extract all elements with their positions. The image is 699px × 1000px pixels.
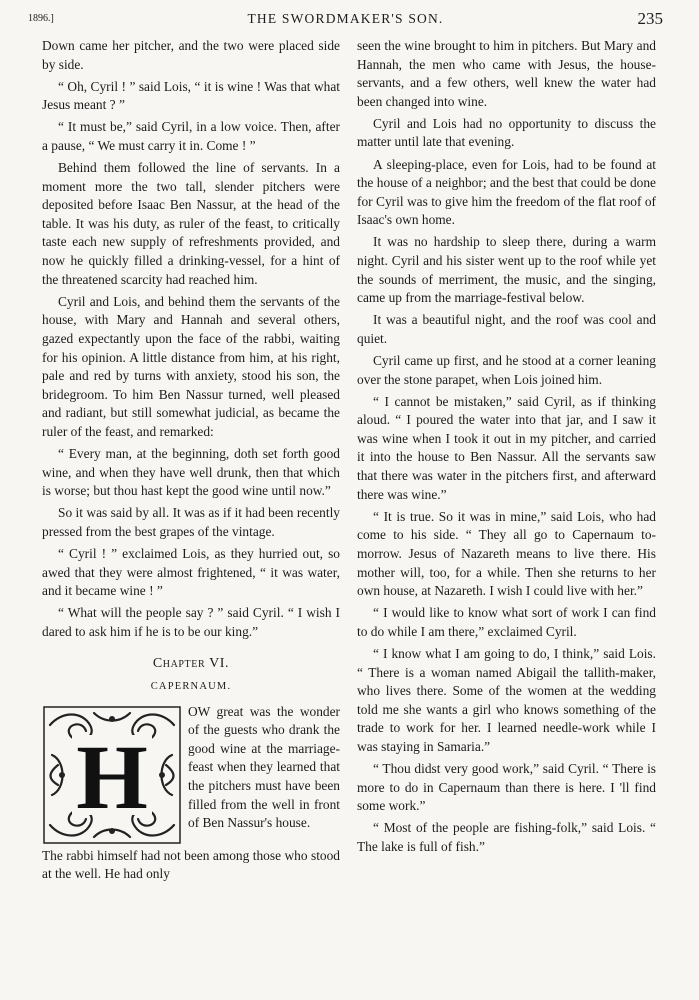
paragraph: “ I cannot be mistaken,” said Cyril, as if thinking aloud. “ I poured the water into that jar, and I saw it was wine when I took it out in my pitcher, and carried it into the house to Ben Nassur. All the servants saw that there was water in the pitchers first, and afterward there was wine.”	[357, 393, 656, 502]
paragraph: “ It is true. So it was in mine,” said Lois, who had come to his side. “ They all go to Capernaum to-morrow. Jesus of Nazareth means to live there. His mother will, too, for a while. Then she returns to her own house, at Nazareth. I wish I could live with her.”	[357, 508, 656, 599]
paragraph: “ I would like to know what sort of work I can find to do while I am there,” exclaimed Cyril.	[357, 605, 656, 639]
running-header	[28, 9, 663, 31]
paragraph: Cyril came up first, and he stood at a corner leaning over the stone parapet, when Lois joined him.	[357, 353, 656, 387]
paragraph: Cyril and Lois had no opportunity to discuss the matter until late that evening.	[357, 115, 656, 150]
ornamental-dropcap	[42, 705, 182, 845]
paragraph: “ What will the people say ? ” said Cyril. “ I wish I dared to ask him if he is to be our king.”	[42, 605, 340, 639]
dropcap-letter: H	[76, 725, 148, 828]
paragraph: “ Most of the people are fishing-folk,” said Lois. “ The lake is full of fish.”	[357, 820, 656, 854]
page-number: 235	[637, 9, 663, 28]
chapter-title: Chapter VI.	[152, 656, 230, 672]
right-column	[357, 37, 656, 860]
paragraph: “ Oh, Cyril ! ” said Lois, “ it is wine ! Was that what Jesus meant ? ”	[42, 78, 340, 113]
paragraph: So it was said by all. It was as if it had been recently pressed from the best grapes of the vintage.	[42, 505, 340, 539]
paragraph: “ It must be,” said Cyril, in a low voice. Then, after a pause, “ We must carry it in. Come ! ”	[42, 119, 340, 153]
paragraph: “ Every man, at the beginning, doth set forth good wine, and when they have well drunk, then that which is worse; but thou hast kept the good wine until now.”	[42, 445, 340, 499]
left-column	[42, 37, 340, 887]
running-title: THE SWORDMAKER'S SON.	[247, 11, 444, 26]
paragraph: “ I know what I am going to do, I think,” said Lois. “ There is a woman named Abigail the tallith-maker, who lives there. Some of the women at the wedding told me she wants a girl who knows something of the trade to work for her. I learned needle-work while I was staying in Samaria.”	[357, 645, 656, 754]
chapter-opening-paragraph: OW great was the wonder of the guests who drank the good wine at the marriage-feast when they learned that the pitchers must have been filled from the well in front of Ben Nassur's house.	[188, 703, 340, 831]
paragraph: It was no hardship to sleep there, during a warm night. Cyril and his sister went up to the roof while yet the sounds of merriment, the music, and the singing, came up from the marriage-festival below.	[357, 234, 656, 306]
chapter-subtitle: CAPERNAUM.	[150, 681, 232, 692]
paragraph: Cyril and Lois, and behind them the servants of the house, with Mary and Hannah and several others, gazed expectantly upon the face of the rabbi, waiting for his opinion. A little distance from him, at his right, pale and red by turns with anxiety, stood his son, the bridegroom. To him Ben Nassur turned, well pleased and radiant, but still somewhat judicial, as became the ruler of the feast, and remarked:	[42, 293, 340, 439]
ornamental-dropcap-icon	[42, 705, 182, 845]
paragraph: The rabbi himself had not been among those who stood at the well. He had only	[42, 847, 340, 882]
paragraph: “ Cyril ! ” exclaimed Lois, as they hurried out, so awed that they were almost frightened, “ it was water, and it became wine ! ”	[42, 545, 340, 599]
paragraph: “ Thou didst very good work,” said Cyril. “ There is more to do in Capernaum than there is here. I 'll find some work.”	[357, 760, 656, 814]
issue-date: 1896.]	[28, 13, 54, 24]
paragraph: seen the wine brought to him in pitchers. But Mary and Hannah, the men who came with Jesus, the house-servants, and a few others, well knew the water had been changed into wine.	[357, 38, 656, 109]
paragraph: Down came her pitcher, and the two were placed side by side.	[42, 38, 340, 72]
paragraph: A sleeping-place, even for Lois, had to be found at the house of a neighbor; and the best that could be done for Cyril was to give him the freedom of the flat roof of Isaac's own home.	[357, 156, 656, 228]
paragraph: Behind them followed the line of servants. In a moment more the two tall, slender pitchers were deposited before Isaac Ben Nassur, at the head of the table. It was his duty, as ruler of the feast, to critically taste each new supply of refreshments provided, and now he quickly filled a drinking-vessel, for a hint of the threatened scarcity had reached him.	[42, 160, 340, 287]
paragraph: It was a beautiful night, and the roof was cool and quiet.	[357, 312, 656, 346]
